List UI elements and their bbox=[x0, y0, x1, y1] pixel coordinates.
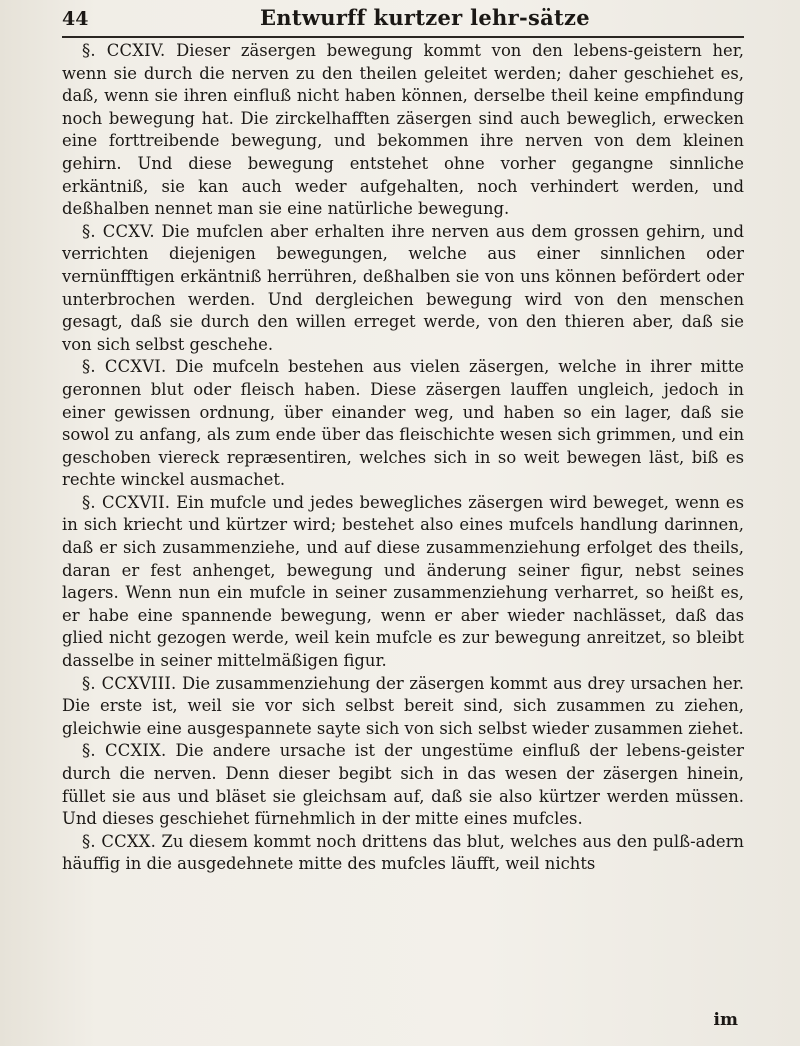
paragraph-ccxv bbox=[62, 221, 744, 357]
section-number: §. CCXX. bbox=[82, 831, 157, 851]
section-number: §. CCXVI. bbox=[82, 357, 167, 377]
catchword: im bbox=[713, 1010, 738, 1030]
running-title: Entwurff kurtzer lehr-sätze bbox=[260, 5, 590, 30]
paragraph-text: Die zusammenziehung der zäsergen kommt aus drey ursachen her. Die erste ist, weil sie vor sich selbst bereit sind, sich zusammen zu ziehen, gleichwie eine ausgespannete sayte sich von sich selbst wieder zusammen ziehet. bbox=[62, 673, 744, 738]
paragraph-text: Zu diesem kommt noch drittens das blut, welches aus den pulß-adern häuffig in die ausgedehnete mitte des mufcles läufft, weil nichts bbox=[62, 831, 744, 874]
header-rule bbox=[62, 36, 744, 38]
paragraph-text: Ein mufcle und jedes bewegliches zäsergen wird beweget, wenn es in sich kriecht und kürtzer wird; bestehet also eines mufcels handlung darinnen, daß er sich zusammenziehe, und auf diese zusammenziehung erfolget des theils, daran er fest anhenget, bewegung und änderung seiner figur, nebst seines lagers. Wenn nun ein mufcle in seiner zusammenziehung verharret, so heißt es, er habe eine spannende bewegung, wenn er aber wieder nachlässet, daß das glied nicht gezogen werde, weil kein mufcle es zur bewegung anreitzet, so bleibt dasselbe in seiner mittelmäßigen figur. bbox=[62, 492, 744, 671]
section-number: §. CCXVII. bbox=[82, 492, 171, 512]
paragraph-ccxviii bbox=[62, 673, 744, 741]
paragraph-text: Die mufclen aber erhalten ihre nerven aus dem grossen gehirn, und verrichten diejenigen bewegungen, welche aus einer sinnlichen oder vernünfftigen erkäntniß herrühren, deßhalben sie von uns können befördert oder unterbrochen werden. Und dergleichen bewegung wird von den menschen gesagt, daß sie durch den willen erreget werde, von den thieren aber, daß sie von sich selbst geschehe. bbox=[62, 221, 744, 354]
section-number: §. CCXIV. bbox=[82, 41, 166, 60]
page-header bbox=[62, 4, 744, 36]
section-number: §. CCXIX. bbox=[82, 741, 167, 761]
page-number: 44 bbox=[62, 8, 89, 30]
paragraph-ccxvii bbox=[62, 492, 744, 673]
paragraph-ccxiv bbox=[62, 40, 744, 221]
section-number: §. CCXVIII. bbox=[82, 673, 177, 693]
paragraph-ccxx bbox=[62, 831, 744, 876]
paragraph-ccxix bbox=[62, 740, 744, 830]
paragraph-ccxvi bbox=[62, 356, 744, 492]
paragraph-text: Die mufceln bestehen aus vielen zäsergen, welche in ihrer mitte geronnen blut oder fleisch haben. Diese zäsergen lauffen ungleich, jedoch in einer gewissen ordnung, über einander weg, und haben so ein lager, daß sie sowol zu anfang, als zum ende über das fleischichte wesen sich grimmen, und ein geschoben viereck repræsentiren, welches sich in so weit bewegen läst, biß es rechte winckel ausmachet. bbox=[62, 357, 744, 490]
section-number: §. CCXV. bbox=[82, 221, 155, 241]
paragraph-text: Dieser zäsergen bewegung kommt von den lebens-geistern her, wenn sie durch die nerven zu den theilen geleitet werden; daher geschiehet es, daß, wenn sie ihren einfluß nicht haben können, derselbe theil keine empfindung noch bewegung hat. Die zirckelhafften zäsergen sind auch beweglich, erwecken eine forttreibende bewegung, und bekommen ihre nerven von dem kleinen gehirn. Und diese bewegung entstehet ohne vorher gegangne sinnliche erkäntniß, sie kan auch weder aufgehalten, noch verhindert werden, und deßhalben nennet man sie eine natürliche bewegung. bbox=[62, 41, 744, 219]
paragraph-text: Die andere ursache ist der ungestüme einfluß der lebens-geister durch die nerven. Denn dieser begibt sich in das wesen der zäsergen hinein, füllet sie aus und bläset sie gleichsam auf, daß sie also kürtzer werden müssen. Und dieses geschiehet fürnehmlich in der mitte eines mufcles. bbox=[62, 741, 744, 829]
body-text bbox=[62, 40, 744, 876]
